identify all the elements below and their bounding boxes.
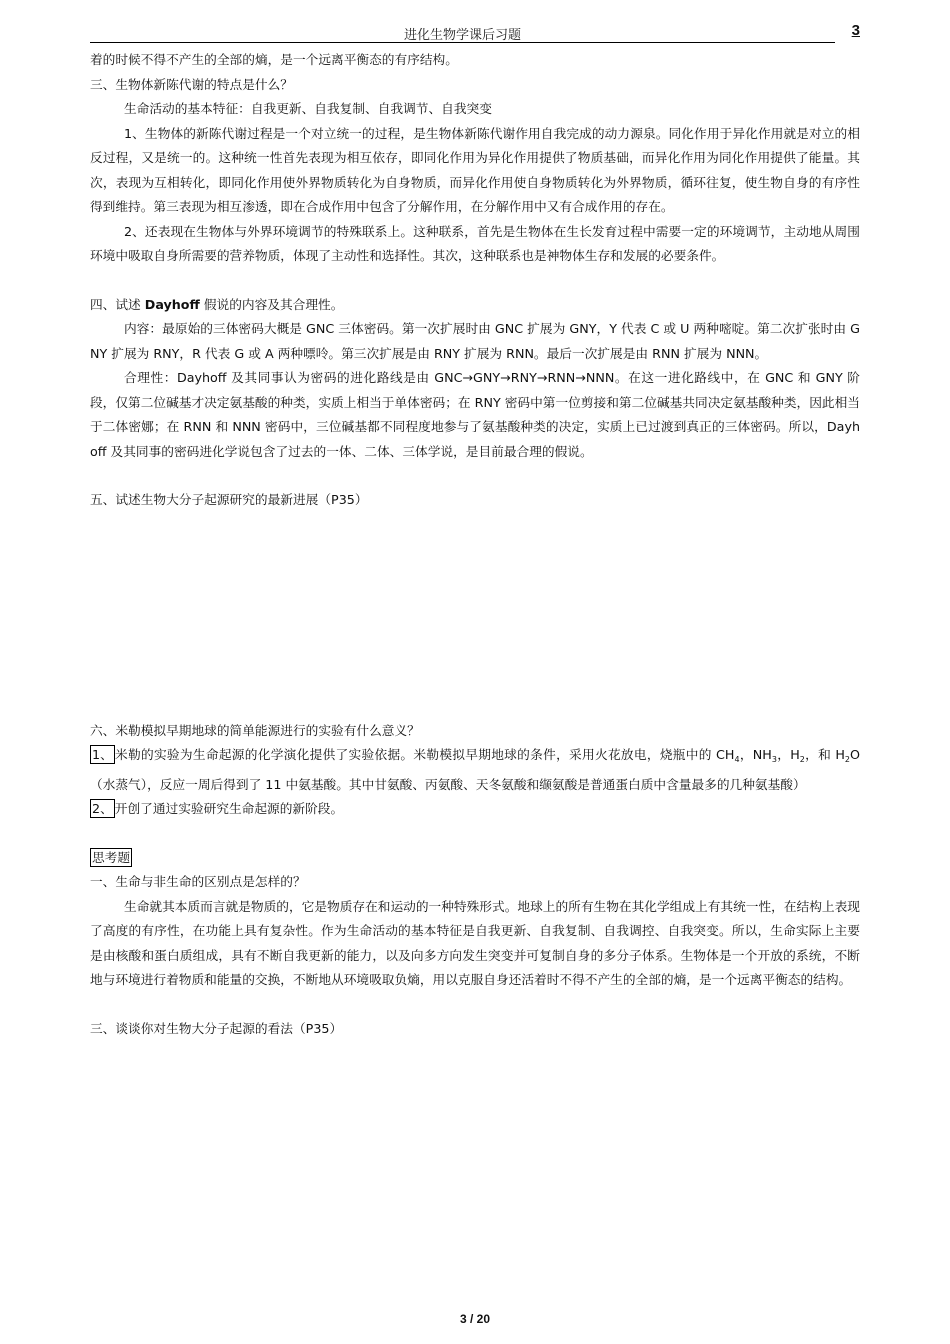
header-title: 进化生物学课后习题 xyxy=(403,28,521,43)
list-number-box: 2、 xyxy=(92,801,113,816)
header-rule xyxy=(90,42,835,43)
paragraph-continuation: 着的时候不得不产生的全部的熵，是一个远离平衡态的有序结构。 xyxy=(90,52,458,67)
list-item: 2、 开创了通过实验研究生命起源的新阶段。 xyxy=(92,801,344,816)
question-heading: 三、谈谈你对生物大分子起源的看法（P35） xyxy=(90,1020,343,1036)
paragraph: 生命就其本质而言就是物质的，它是物质存在和运动的一种特殊形式。地球上的所有生物在其化学组成上有其统一性，在结构上表现了高度的有序性，在功能上具有复杂性。作为生命活动的基本特征是自我更新、自我复制、自我调控、自我突变。所以，生命实际上主要是由核酸和蛋白质组成，具有不断自我更新的能力，以及向多方向发生突变并可复制自身的多分子体系。生物体是一个开放的系统，不断地与环境进行着物质和能量的交换，不断地从环境吸取负熵，用以克服自身还活着时不得不产生的全部的熵，是一个远离平衡态的结构。 xyxy=(90,898,860,987)
paragraph: 2、还表现在生物体与外界环境调节的特殊联系上。这种联系，首先是生物体在生长发育过程中需要一定的环境调节，主动地从周围环境中吸取自身所需要的营养物质，体现了主动性和选择性。其次，这种联系也是神物体生存和发展的必要条件。 xyxy=(90,223,860,263)
paragraph: 生命活动的基本特征：自我更新、自我复制、自我调节、自我突变 xyxy=(124,101,492,116)
question-heading: 四、试述 Dayhoff 假说的内容及其合理性。 xyxy=(90,296,344,312)
paragraph: 1、生物体的新陈代谢过程是一个对立统一的过程，是生物体新陈代谢作用自我完成的动力源泉。同化作用于异化作用就是对立的相反过程，又是统一的。这种统一性首先表现为相互依存，即同化作用为异化作用提供了物质基础，而异化作用为同化作用提供了能量。其次，表现为互相转化，即同化作用使外界物质转化为自身物质，而异化作用使自身物质转化为外界物质，循环往复，使生物自身的有序性得到维持。第三表现为相互渗透，即在合成作用中包含了分解作用，在分解作用中又有合成作用的存在。 xyxy=(90,125,860,214)
paragraph: 内容：最原始的三体密码大概是 GNC 三体密码。第一次扩展时由 GNC 扩展为 GNY，Y 代表 C 或 U 两种嘧啶。第二次扩张时由 GNY 扩展为 RNY，R 代表 G 或 A 两种嘌呤。第三次扩展是由 RNY 扩展为 RNN。最后一次扩展是由 RNN 扩展为 NNN。 xyxy=(90,321,860,361)
list-number-box: 1、 xyxy=(92,747,113,762)
question-heading: 三、生物体新陈代谢的特点是什么？ xyxy=(90,76,293,92)
page-header xyxy=(90,22,860,44)
question-heading: 一、生命与非生命的区别点是怎样的？ xyxy=(90,874,306,889)
page-footer: 3 / 20 xyxy=(459,1312,491,1326)
question-heading: 五、试述生物大分子起源研究的最新进展（P35） xyxy=(90,492,368,507)
section-label: 思考题 xyxy=(92,849,131,865)
header-page-number: 3 xyxy=(851,22,860,39)
paragraph: 合理性：Dayhoff 及其同事认为密码的进化路线是由 GNC→GNY→RNY→RNN→NNN。在这一进化路线中，在 GNC 和 GNY 阶段，仅第二位碱基才决定氨基酸的种类，实质上相当于单体密码；在 RNY 密码中第一位剪接和第二位碱基共同决定氨基酸种类，因此相当于二体密娜；在 RNN 和 NNN 密码中，三位碱基都不同程度地参与了氨基酸种类的决定，实质上已过渡到真正的三体密码。所以，Dayhoff 及其同事的密码进化学说包含了过去的一体、二体、三体学说，是目前最合理的假说。 xyxy=(90,370,860,459)
list-item: 1、 米勒的实验为生命起源的化学演化提供了实验依据。米勒模拟早期地球的条件，采用火花放电，烧瓶中的 $CH_4$，$NH_3$，$H_2$，和 $H_2O$（水蒸气），反应一周后得到了 11 中氨基酸。其中甘氨酸、丙氨酸、天冬氨酸和缬氨酸是普通蛋白质中含量最多的几种氨基酸） xyxy=(90,747,861,792)
document-body xyxy=(90,48,860,1041)
question-heading: 六、米勒模拟早期地球的简单能源进行的实验有什么意义？ xyxy=(90,722,420,738)
